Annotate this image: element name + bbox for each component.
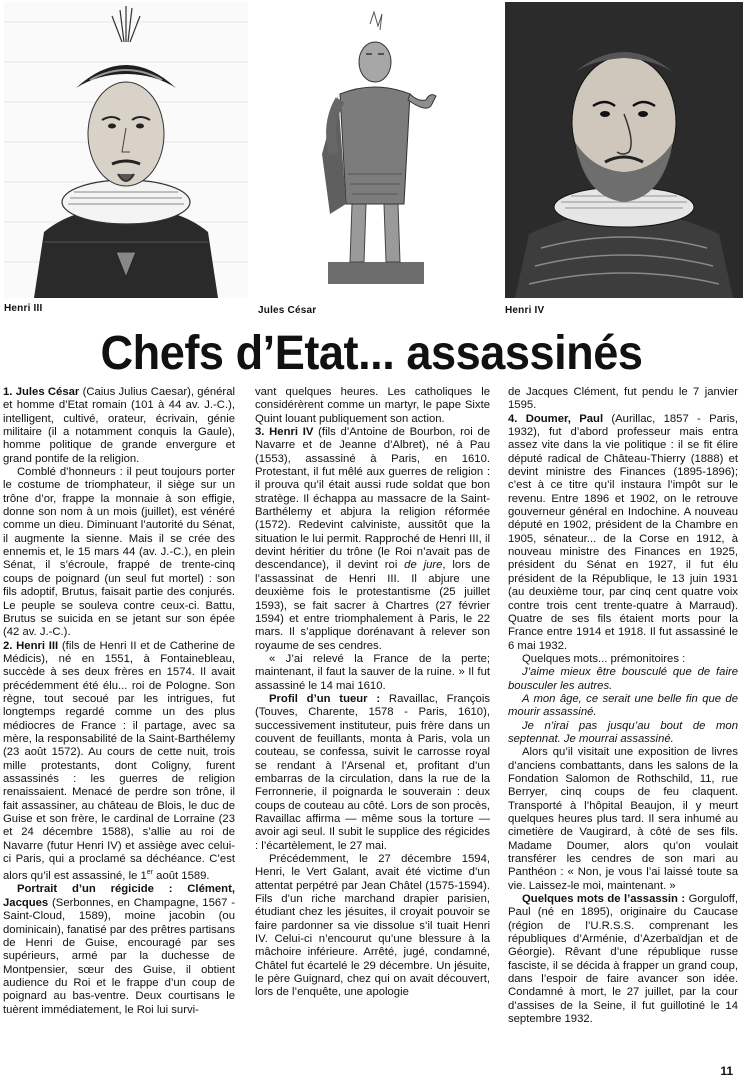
paragraph-gorguloff [508,893,738,1026]
paragraph-quote: « J’ai relevé la France de la perte; maintenant, il faut la sauver de la ruine. » Il fut assassiné le 14 mai 1610. [255,652,490,692]
text: (Aurillac, 1857 - Paris, 1932), fut d’abord professeur mais entra assez vite dans la vie politique : il se fit élire député radical de Château-Thierry (1888) et devint ministre des Finances (1895-1896); c’est à ce titre qu’il instaura l’impôt sur le revenu. Entre 1896 et 1902, on le retrouve gouverneur général en Indochine. A nouveau député en 1902, président de la Chambre en 1905, sénateur... de la Corse en 1912, à nouveau ministre des Finances en 1925, président du Sénat en 1927, il fut élu président de la République, le 13 juin 1931 (au deuxième tour, par cinq cent quatre voix contre trois cent trente-quatre à Marraud). Quatre de ses fils étaient morts pour la France entre 1914 et 1918. Il fut assassiné le 6 mai 1932. [508,412,738,652]
jules-cesar-statue [300,4,450,288]
italic-text: de jure [404,559,443,572]
text: Ravaillac, François (Touves, Charente, 1578 - Paris, 1610), successivement instituteur, puis frère dans un couvent de feuillants, monta à Paris, vola un couteau, se confessa, suivit le carrosse royal se rendant à l’Arsenal et, profitant d’un embarras de la circulation, dans la rue de la Ferronnerie, il poignarda le souverain : deux coups de couteau au côté. Lors de son procès, Ravaillac affirma — même sous la torture — avoir agi seul. Il subit le supplice des régicides : l’écartèlement, le 27 mai. [255,692,490,852]
caption-jules-cesar: Jules César [258,305,317,316]
italic-text: Je n’irai pas jusqu’au bout de mon septennat. Je mourrai assassiné. [508,719,738,745]
italic-text: A mon âge, ce serait une belle fin que de mourir assassiné. [508,692,738,719]
paragraph-clement [3,883,235,1016]
statue-jules-cesar [300,4,450,288]
column-2 [255,386,490,1000]
paragraph-doumer [508,413,738,653]
heading-ravaillac: Profil d’un tueur : [269,692,381,705]
paragraph-clement-end: de Jacques Clément, fut pendu le 7 janvier 1595. [508,386,738,412]
column-1 [3,386,235,1017]
caption-henri-iv: Henri IV [505,305,545,316]
heading-clement: Portrait d’un régicide : Clément, Jacques [3,883,235,909]
page-number: 11 [720,1064,733,1078]
text: août 1589. [153,870,210,883]
page-title: Chefs d’Etat... assassinés [100,327,643,380]
paragraph-comble: Comblé d’honneurs : il peut toujours porter le costume de triomphateur, il siège sur un trône d’or, frappe la monnaie à son effigie, donne son nom à un mois (juillet), est vénéré comme un dieu. Diminuant l’autorité du Sénat, il augmente la sienne. Mais il se crée des ennemis et, le 15 mars 44 (av. J.-C.), en plein Sénat, il s’écroule, frappé de trente-cinq coups de poignard (un seul fut mortel) : son fils adoptif, Brutus, faisait partie des conjurés. Le peuple se souleva contre ceux-ci. Battu, Brutus se suicida en se jetant sur son épée (42 av. J.-C.). [3,466,235,639]
text: (Caius Julius Caesar), général et homme d’Etat romain (101 à 44 av. J.-C.), intelligent, cultivé, orateur, écrivain, génie militaire (il a notamment conquis la Gaule), homme politique de grande envergure et grand pontife de la religion. [3,386,235,465]
caption-henri-iii: Henri III [4,303,43,314]
paragraph-ravaillac [255,693,490,853]
italic-text: J’aime mieux être bousculé que de faire bousculer les autres. [508,666,738,692]
heading-gorguloff: Quelques mots de l’assassin : [522,893,686,906]
paragraph-henri-iv [255,426,490,653]
henri-iv-engraving [505,2,743,298]
text: (Serbonnes, en Champagne, 1567 - Saint-Cloud, 1589), moine jacobin (ou dominicain), fanatisé par des prêtres partisans de Henri de Guise, encouragé par ses supérieurs, armé par la duchesse de Montpensier, sœur des Guise, il obtient audience du Roi et le frappe d’un coup de poignard au bas-ventre. Deux courtisans le tuèrent immédiatement, le Roi lui survi- [3,896,235,1016]
heading-henri-iv: 3. Henri IV [255,426,314,439]
henri-iii-engraving [4,2,248,298]
paragraph-chatel: Précédemment, le 27 décembre 1594, Henri, le Vert Galant, avait été victime d’un attentat perpétré par Jean Châtel (1575-1594). Fils d’un riche marchand drapier parisien, étudiant chez les jésuites, il croyait pouvoir se faire pardonner sa vie dissolue s’il tuait Henri IV. Celui-ci n’encourut qu’une blessure à la mâchoire inférieure. Arrêté, jugé, condamné, Châtel fut écartelé le 29 décembre. Un jésuite, le père Guignard, chez qui on avait découvert, lors de l’enquête, une apologie [255,853,490,999]
quote-1 [508,666,738,693]
text: Gorguloff, Paul (né en 1895), originaire du Caucase (région de l’U.R.S.S. comprenant les républiques d’Arménie, d’Azerbaïdjan et de Géorgie). Rêvant d’une république russe fasciste, il se décida à frapper un grand coup, dans l’espoir de faire avancer son idée. Condamné à mort, le 27 juillet, par la cour d’assises de la Seine, il fut guillotiné le 14 septembre 1932. [508,893,738,1026]
portrait-henri-iii [4,2,248,298]
heading-doumer: 4. Doumer, Paul [508,412,604,425]
text: (fils d’Antoine de Bourbon, roi de Navarre et de Jeanne d’Albret), né à Pau (1553), assassiné à Paris, en 1610. Protestant, il fut mêlé aux guerres de religion : il prouva qu’il était aussi rude soldat que bon stratège. Il échappa au massacre de la Saint-Barthélemy et abjura la religion réformée (1572). Redevint calviniste, aussitôt que la situation le lui permit. Rapproché de Henri III, il devint héritier du trône (le Roi n’avait pas de descendance), il devint roi [255,426,491,572]
column-3 [508,386,738,1027]
superscript: er [146,869,154,877]
heading-henri-iii: 2. Henri III [3,639,59,652]
paragraph-henri-iii [3,640,235,884]
paragraph-survivant: vant quelques heures. Les catholiques le considérèrent comme un martyr, le pape Sixte Quint louant publiquement son action. [255,386,490,425]
quote-2 [508,693,738,720]
paragraph-jules-cesar [3,386,235,466]
text: , lors de l’assassinat de Henri III. Il abjure une deuxième fois le protestantisme (25 juillet 1593), se fait sacrer à Chartres (27 février 1594) et entre triomphalement à Paris, le 22 mars. Il s’applique dorénavant à relever son royaume de ses cendres. [255,559,490,652]
heading-jules-cesar: 1. Jules César [3,386,80,398]
paragraph-premonitoires: Quelques mots... prémonitoires : [522,652,686,665]
quote-3 [508,720,738,747]
paragraph-assassinat: Alors qu’il visitait une exposition de livres d’anciens combattants, dans les salons de la Fondation Salomon de Rothschild, 11, rue Berryer, cinq coups de feu claquent. Transporté à l’hôpital Beaujon, il y meurt quelques heures plus tard. Il sera inhumé au cimetière de Vaugirard, à côté de ses fils. Madame Doumer, alors qu’on voulait transférer les cendres de son mari au Panthéon : « Non, je vous l’ai laissé toute sa vie. Laissez-le moi, maintenant. » [508,746,738,892]
text: (fils de Henri II et de Catherine de Médicis), né en 1551, à Fontainebleau, succède à ses deux frères en 1574. Il avait précédemment été élu... roi de Pologne. Son règne, tout secoué par les intrigues, fut longtemps regardé comme un des plus médiocres de France : il partage, avec sa mère, la responsabilité de la Saint-Barthélemy (23 août 1572). Au cours de cette nuit, trois mille protestants, dont Coligny, furent assassinés : les guerres de religion renaissaient. Menacé de perdre son trône, il fait assassiner, au château de Blois, le duc de Guise et son frère, le cardinal de Lorraine (23 et 24 décembre 1588), s’allie au roi de Navarre (futur Henri IV) et assiège avec celui-ci Paris, qui a proclamé sa déchéance. C’est alors qu’il est assassiné, le 1 [3,639,235,883]
portrait-henri-iv [505,2,743,298]
